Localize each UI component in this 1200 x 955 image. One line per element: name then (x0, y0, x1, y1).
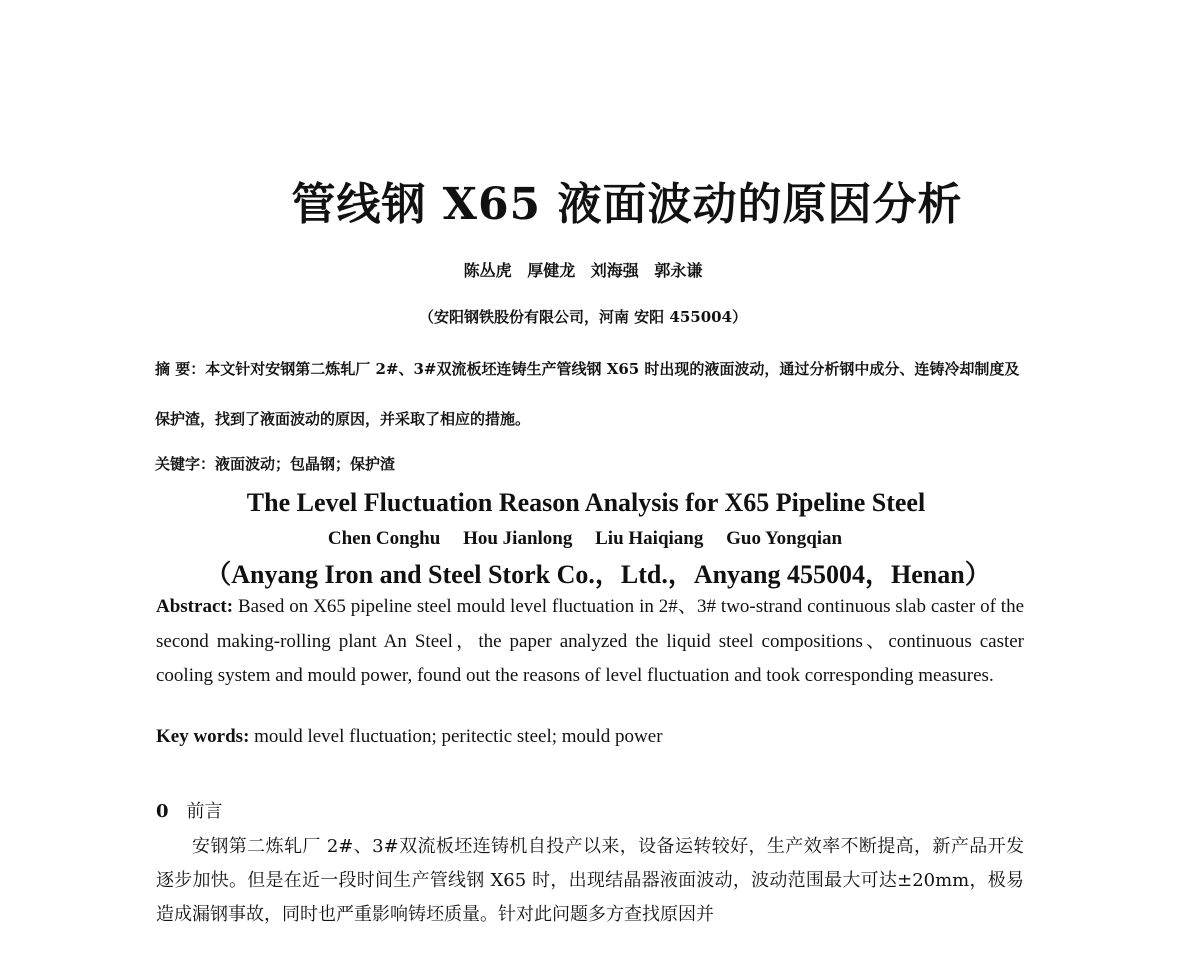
section-number: 0 (156, 801, 169, 822)
english-abstract-label: Abstract: (156, 596, 234, 617)
chinese-affiliation: （安阳钢铁股份有限公司，河南 安阳 455004） (418, 308, 748, 326)
body-paragraph: 安钢第二炼轧厂 2#、3#双流板坯连铸机自投产以来，设备运转较好，生产效率不断提高，新产品开发逐步加快。但是在近一段时间生产管线钢 X65 时，出现结晶器液面波动，波动范围最大可达±20mm，极易造成漏钢事故，同时也严重影响铸坯质量。针对此问题多方查找原因并 (156, 836, 1024, 925)
english-abstract-text: Based on X65 pipeline steel mould level fluctuation in 2#、3# two-strand continuous slab caster of the second making-rolling plant An Steel，the paper analyzed the liquid steel compositions、continuous caster cooling system and mould power, found out the reasons of level fluctuation and took corresponding measures. (156, 596, 1024, 686)
chinese-abstract (155, 344, 1030, 444)
english-author: Chen Conghu (327, 528, 441, 549)
english-keywords-label: Key words: (156, 726, 250, 747)
english-author: Guo Yongqian (726, 528, 843, 549)
chinese-keywords-text: 液面波动；包晶钢；保护渣 (215, 455, 396, 473)
english-affiliation: （Anyang Iron and Steel Stork Co.，Ltd.，Anyang 455004，Henan） (205, 560, 991, 589)
chinese-author: 厚健龙 (527, 261, 576, 280)
section-heading (156, 797, 223, 823)
chinese-author: 陈丛虎 (463, 261, 512, 280)
chinese-author: 刘海强 (590, 261, 639, 280)
chinese-keywords-label: 关键字： (155, 455, 216, 473)
english-keywords-text: mould level fluctuation; peritectic steel; mould power (254, 726, 663, 747)
chinese-author: 郭永谦 (654, 261, 703, 280)
section-title: 前言 (186, 801, 223, 822)
english-title: The Level Fluctuation Reason Analysis for X65 Pipeline Steel (246, 488, 926, 517)
chinese-keywords (155, 453, 395, 474)
english-keywords (156, 726, 663, 748)
chinese-abstract-label: 摘 要： (155, 360, 206, 378)
chinese-authors (0, 258, 1166, 281)
chinese-abstract-text: 本文针对安钢第二炼轧厂 2#、3#双流板坯连铸生产管线钢 X65 时出现的液面波动，通过分析钢中成分、连铸冷却制度及保护渣，找到了液面波动的原因，并采取了相应的措施。 (155, 360, 1020, 428)
english-author: Hou Jianlong (463, 528, 573, 549)
english-abstract (156, 590, 1024, 694)
english-author: Liu Haiqiang (595, 528, 704, 549)
chinese-title: 管线钢 X65 液面波动的原因分析 (291, 179, 963, 230)
english-authors (0, 528, 1170, 550)
